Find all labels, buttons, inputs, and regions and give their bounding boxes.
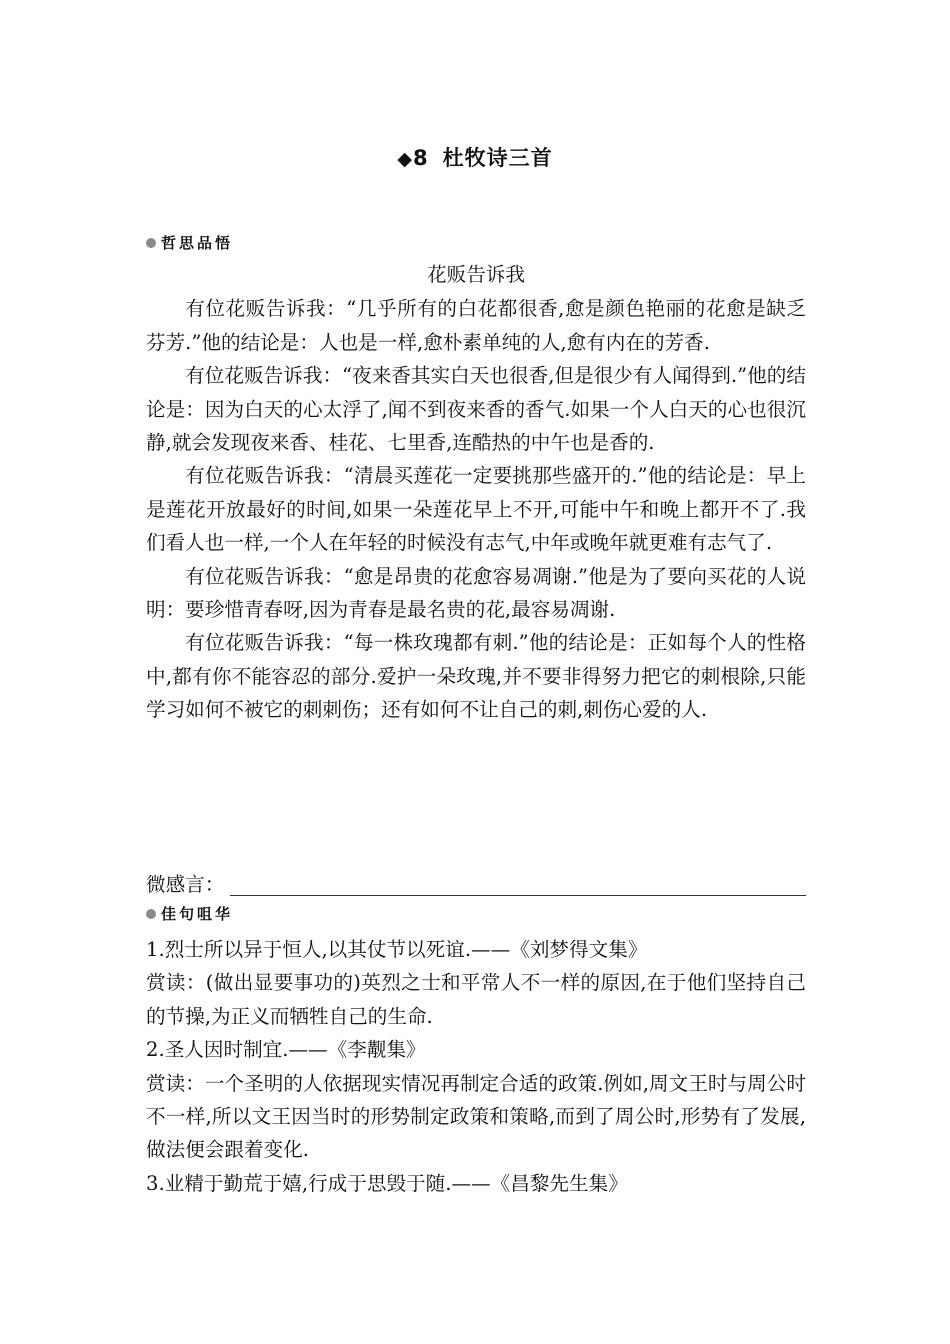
quote-comment: 赏读：一个圣明的人依据现实情况再制定合适的政策.例如,周文王时与周公时不一样,所以文王因当时的形势制定政策和策略,而到了周公时,形势有了发展,做法便会跟着变化. xyxy=(146,1071,806,1162)
lesson-title-text: 杜牧诗三首 xyxy=(442,146,553,170)
quote-item: 3.业精于勤荒于嬉,行成于思毁于随.——《昌黎先生集》 xyxy=(146,1171,628,1195)
diamond-icon: ◆ xyxy=(397,148,413,170)
section-header-philosophy xyxy=(146,231,233,255)
lesson-title xyxy=(0,141,950,175)
article-paragraph: 有位花贩告诉我：“几乎所有的白花都很香,愈是颜色艳丽的花愈是缺乏芬芳.”他的结论是：人也是一样,愈朴素单纯的人,愈有内在的芳香. xyxy=(146,297,806,354)
article-paragraph: 有位花贩告诉我：“愈是昂贵的花愈容易凋谢.”他是为了要向买花的人说明：要珍惜青春呀,因为青春是最名贵的花,最容易凋谢. xyxy=(146,564,806,622)
lesson-number: 8 xyxy=(413,146,429,170)
bullet-icon xyxy=(146,238,156,248)
article-paragraph: 有位花贩告诉我：“清晨买莲花一定要挑那些盛开的.”他的结论是：早上是莲花开放最好的时间,如果一朵莲花早上不开,可能中午和晚上都开不了.我们看人也一样,一个人在年轻的时候没有志气,中年或晚年就更难有志气了. xyxy=(146,464,806,555)
article-title: 花贩告诉我 xyxy=(427,263,525,286)
article xyxy=(146,258,806,727)
bullet-icon xyxy=(146,909,156,919)
section-header-quotes xyxy=(146,902,233,926)
quote-item: 1.烈士所以异于恒人,以其仗节以死谊.——《刘梦得文集》 xyxy=(146,938,648,961)
article-paragraph: 有位花贩告诉我：“每一株玫瑰都有刺.”他的结论是：正如每个人的性格中,都有你不能容忍的部分.爱护一朵玫瑰,并不要非得努力把它的刺根除,只能学习如何不被它的刺刺伤；还有如何不让自己的刺,刺伤心爱的人. xyxy=(146,631,806,722)
reflection-line xyxy=(146,868,806,901)
section-label: 哲思品悟 xyxy=(161,234,234,252)
quote-item: 2.圣人因时制宜.——《李觏集》 xyxy=(146,1038,426,1062)
quote-comment: 赏读：(做出显要事功的)英烈之士和平常人不一样的原因,在于他们坚持自己的节操,为正义而牺牲自己的生命. xyxy=(146,971,806,1028)
reflection-label: 微感言： xyxy=(146,873,225,896)
section-label: 佳句咀华 xyxy=(161,905,234,923)
reflection-blank[interactable] xyxy=(230,894,806,896)
quotes-list xyxy=(146,933,806,1200)
article-paragraph: 有位花贩告诉我：“夜来香其实白天也很香,但是很少有人闻得到.”他的结论是：因为白天的心太浮了,闻不到夜来香的香气.如果一个人白天的心也很沉静,就会发现夜来香、桂花、七里香,连酷热的中午也是香的. xyxy=(146,364,806,455)
